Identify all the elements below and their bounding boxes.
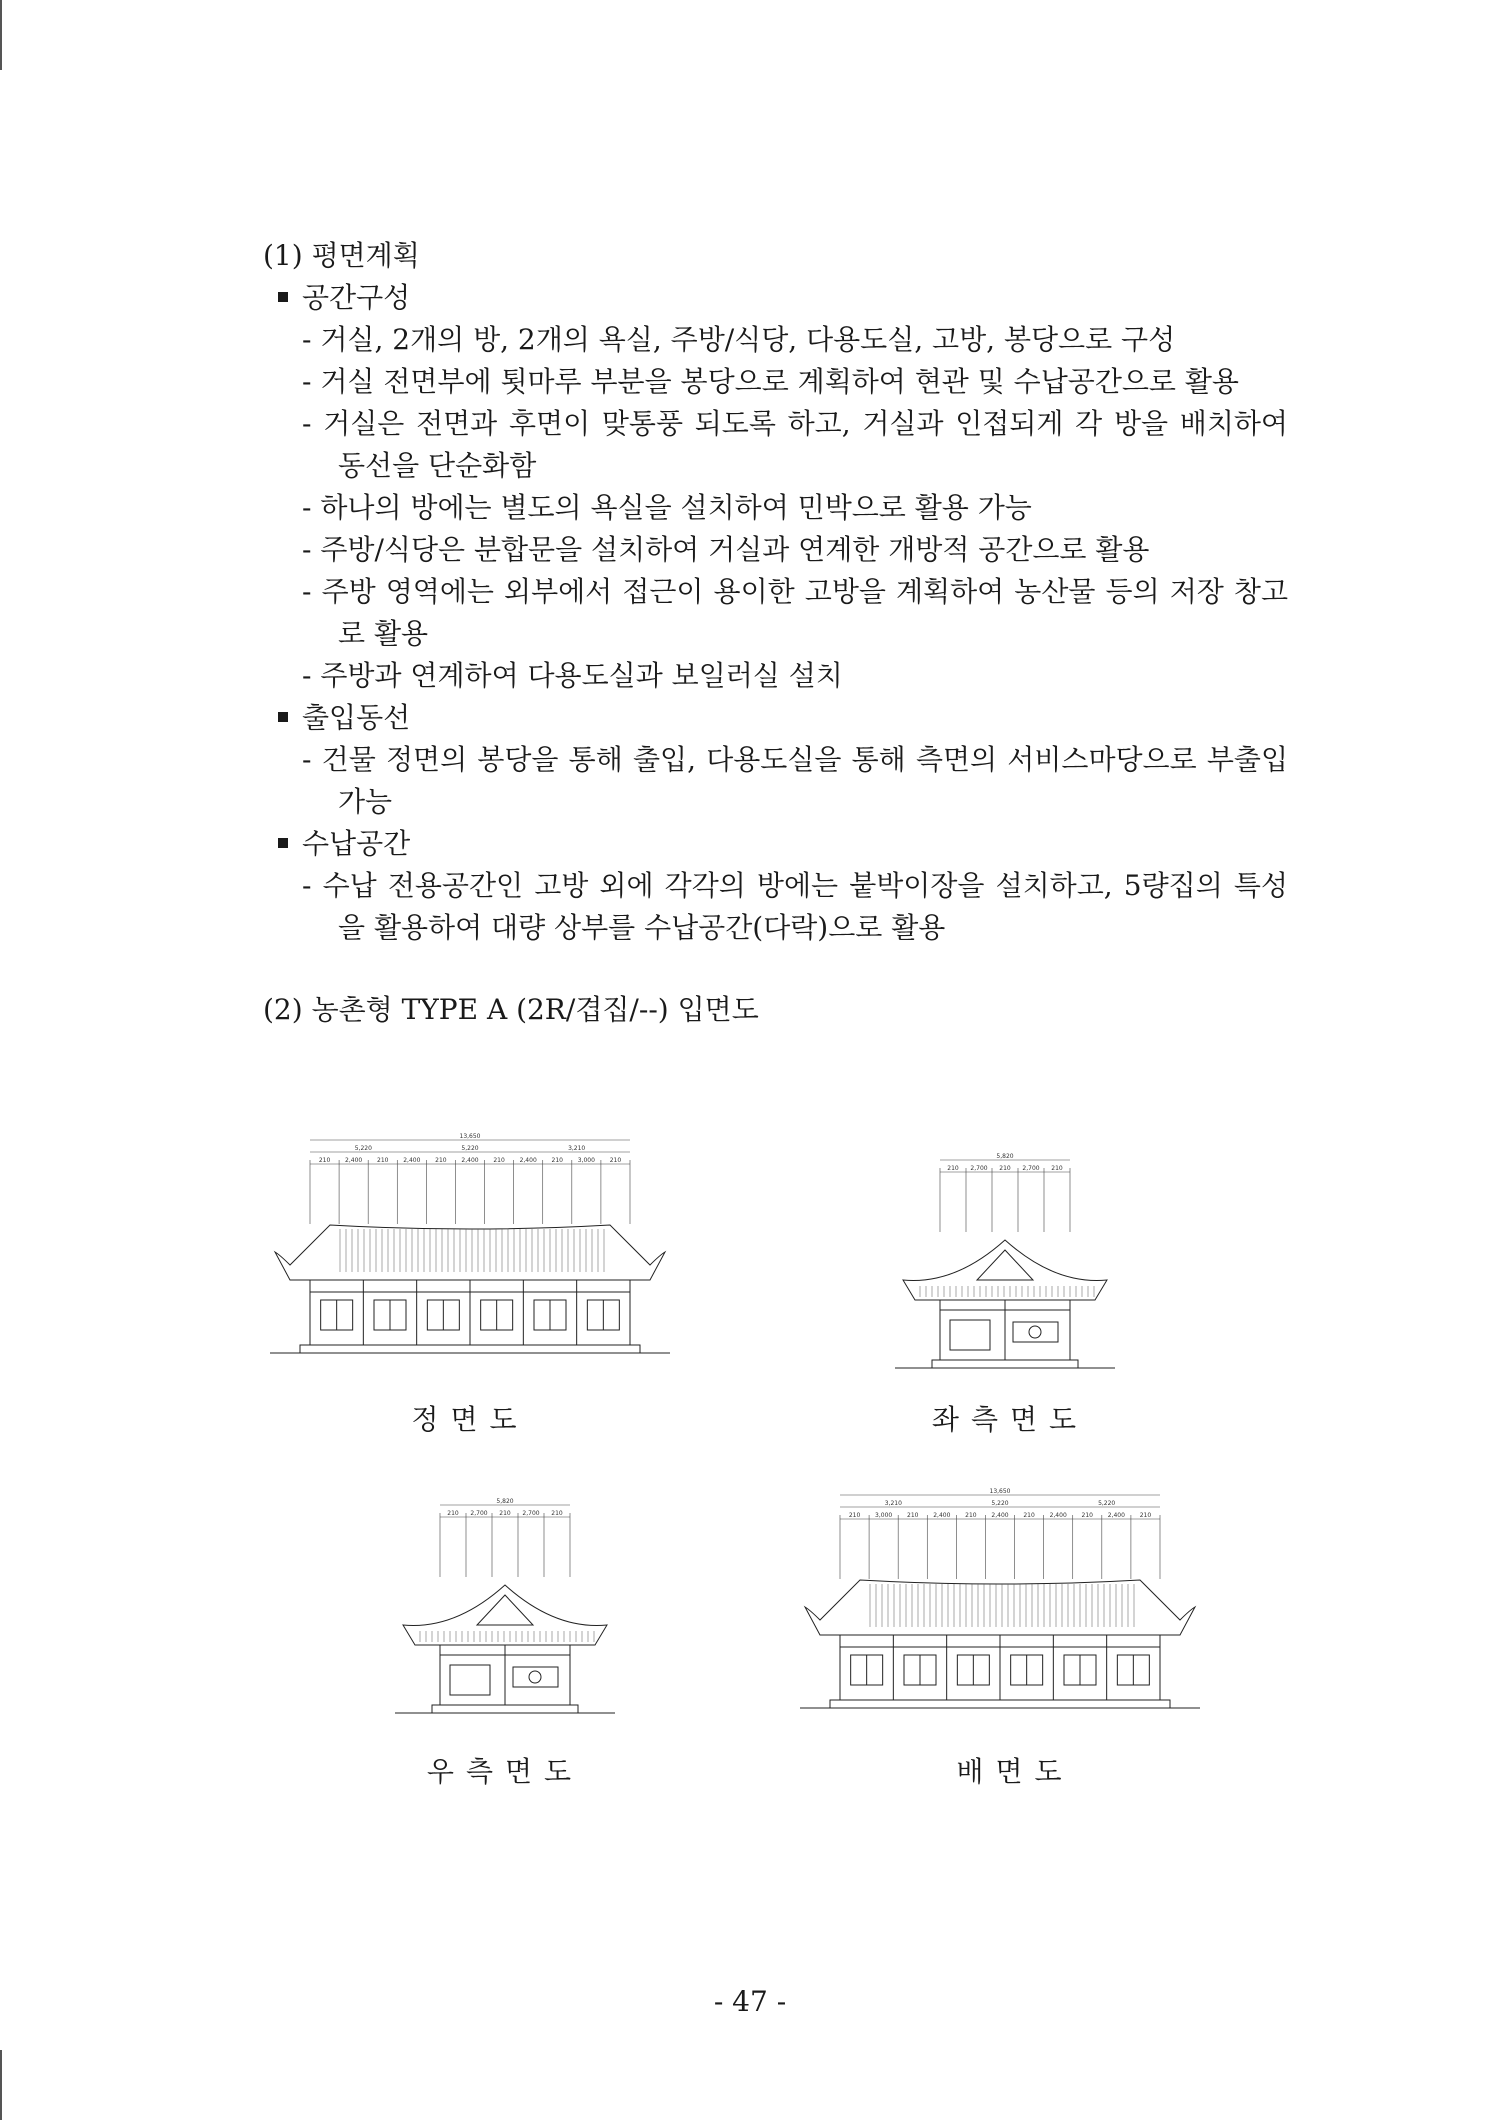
dimension-label: 2,400 [403, 1157, 421, 1164]
dimension-label: 2,400 [519, 1157, 537, 1164]
dimension-label: 2,700 [970, 1165, 988, 1172]
group-heading: 수납공간 [263, 823, 1288, 865]
list-item: - 건물 정면의 봉당을 통해 출입, 다용도실을 통해 측면의 서비스마당으로 부출입 가능 [263, 739, 1288, 823]
list-item: - 주방 영역에는 외부에서 접근이 용이한 고방을 계획하여 농산물 등의 저장 창고로 활용 [263, 571, 1288, 655]
dimension-label: 210 [1051, 1165, 1063, 1172]
list-item: - 수납 전용공간인 고방 외에 각각의 방에는 붙박이장을 설치하고, 5량집의 특성을 활용하여 대량 상부를 수납공간(다락)으로 활용 [263, 865, 1288, 949]
dimension-label: 3,210 [568, 1145, 586, 1152]
page-edge-top [0, 0, 2, 70]
list-item: - 거실 전면부에 툇마루 부분을 봉당으로 계획하여 현관 및 수납공간으로 활용 [263, 361, 1288, 403]
page-number: - 47 - [713, 1985, 787, 2018]
square-bullet-icon [278, 838, 288, 848]
dimension-label: 2,400 [991, 1512, 1009, 1519]
list-item: - 거실은 전면과 후면이 맞통풍 되도록 하고, 거실과 인접되게 각 방을 배치하여 동선을 단순화함 [263, 403, 1288, 487]
list-item: - 주방/식당은 분합문을 설치하여 거실과 연계한 개방적 공간으로 활용 [263, 529, 1288, 571]
left-elevation-caption: 좌측면도 [931, 1403, 1089, 1436]
dimension-label: 210 [907, 1512, 919, 1519]
dimension-label: 5,220 [1098, 1500, 1116, 1507]
stone-base [300, 1345, 640, 1353]
front-elevation-caption: 정면도 [411, 1403, 529, 1436]
right-elevation-drawing [395, 1495, 615, 1735]
stone-base [432, 1705, 578, 1713]
dimension-label: 210 [435, 1157, 447, 1164]
dimension-label: 210 [999, 1165, 1011, 1172]
dimension-label: 210 [947, 1165, 959, 1172]
dimension-label: 3,000 [875, 1512, 893, 1519]
dimension-label: 210 [1023, 1512, 1035, 1519]
dimension-label: 3,210 [884, 1500, 902, 1507]
dimension-label: 5,220 [991, 1500, 1009, 1507]
rear-elevation-drawing [800, 1485, 1200, 1735]
list-item: - 주방과 연계하여 다용도실과 보일러실 설치 [263, 655, 1288, 697]
group-heading: 출입동선 [263, 697, 1288, 739]
dimension-label: 2,700 [1022, 1165, 1040, 1172]
decorative-rosette [1029, 1326, 1041, 1338]
dimension-label: 5,820 [496, 1498, 514, 1505]
dimension-label: 210 [965, 1512, 977, 1519]
gable-roof-outline [903, 1240, 1107, 1300]
window-frame [950, 1320, 990, 1350]
gable-triangle [977, 1250, 1033, 1280]
gable-roof-outline [403, 1585, 607, 1645]
left-elevation-drawing [895, 1150, 1115, 1390]
dimension-label: 2,400 [1107, 1512, 1125, 1519]
page-edge-bottom [0, 2050, 2, 2120]
dimension-label: 210 [1139, 1512, 1152, 1519]
dimension-label: 210 [447, 1510, 459, 1517]
dimension-label: 13,650 [459, 1133, 481, 1140]
dimension-label: 3,000 [577, 1157, 595, 1164]
dimension-label: 2,400 [345, 1157, 363, 1164]
section2-title: (2) 농촌형 TYPE A (2R/겹집/--) 입면도 [263, 993, 759, 1026]
square-bullet-icon [278, 292, 288, 302]
dimension-label: 2,400 [933, 1512, 951, 1519]
dimension-label: 210 [1081, 1512, 1093, 1519]
dimension-label: 5,820 [996, 1153, 1014, 1160]
dimension-label: 2,700 [522, 1510, 540, 1517]
rear-elevation-caption: 배면도 [956, 1755, 1074, 1788]
decorative-panel [1013, 1322, 1058, 1342]
dimension-label: 210 [499, 1510, 511, 1517]
dimension-label: 2,400 [461, 1157, 479, 1164]
dimension-label: 5,220 [461, 1145, 479, 1152]
dimension-label: 2,700 [470, 1510, 488, 1517]
square-bullet-icon [278, 712, 288, 722]
section1-title: (1) 평면계획 [263, 239, 420, 272]
dimension-label: 210 [377, 1157, 389, 1164]
dimension-label: 210 [493, 1157, 505, 1164]
front-elevation-drawing [270, 1130, 670, 1390]
dimension-label: 210 [848, 1512, 861, 1519]
dimension-label: 210 [551, 1510, 563, 1517]
roof-outline [275, 1225, 665, 1280]
dimension-label: 210 [609, 1157, 622, 1164]
dimension-label: 2,400 [1049, 1512, 1067, 1519]
gable-triangle [477, 1595, 533, 1625]
list-item: - 하나의 방에는 별도의 욕실을 설치하여 민박으로 활용 가능 [263, 487, 1288, 529]
dimension-label: 13,650 [989, 1488, 1011, 1495]
decorative-panel [513, 1667, 558, 1687]
group-heading: 공간구성 [263, 277, 1288, 319]
list-item: - 거실, 2개의 방, 2개의 욕실, 주방/식당, 다용도실, 고방, 봉당으로 구성 [263, 319, 1288, 361]
right-elevation-caption: 우측면도 [426, 1755, 584, 1788]
window-frame [450, 1665, 490, 1695]
document-body [263, 235, 1288, 1031]
dimension-label: 210 [318, 1157, 331, 1164]
dimension-label: 210 [551, 1157, 563, 1164]
dimension-label: 5,220 [354, 1145, 372, 1152]
stone-base [932, 1360, 1078, 1368]
decorative-rosette [529, 1671, 541, 1683]
stone-base [830, 1700, 1170, 1708]
roof-outline [805, 1580, 1195, 1635]
